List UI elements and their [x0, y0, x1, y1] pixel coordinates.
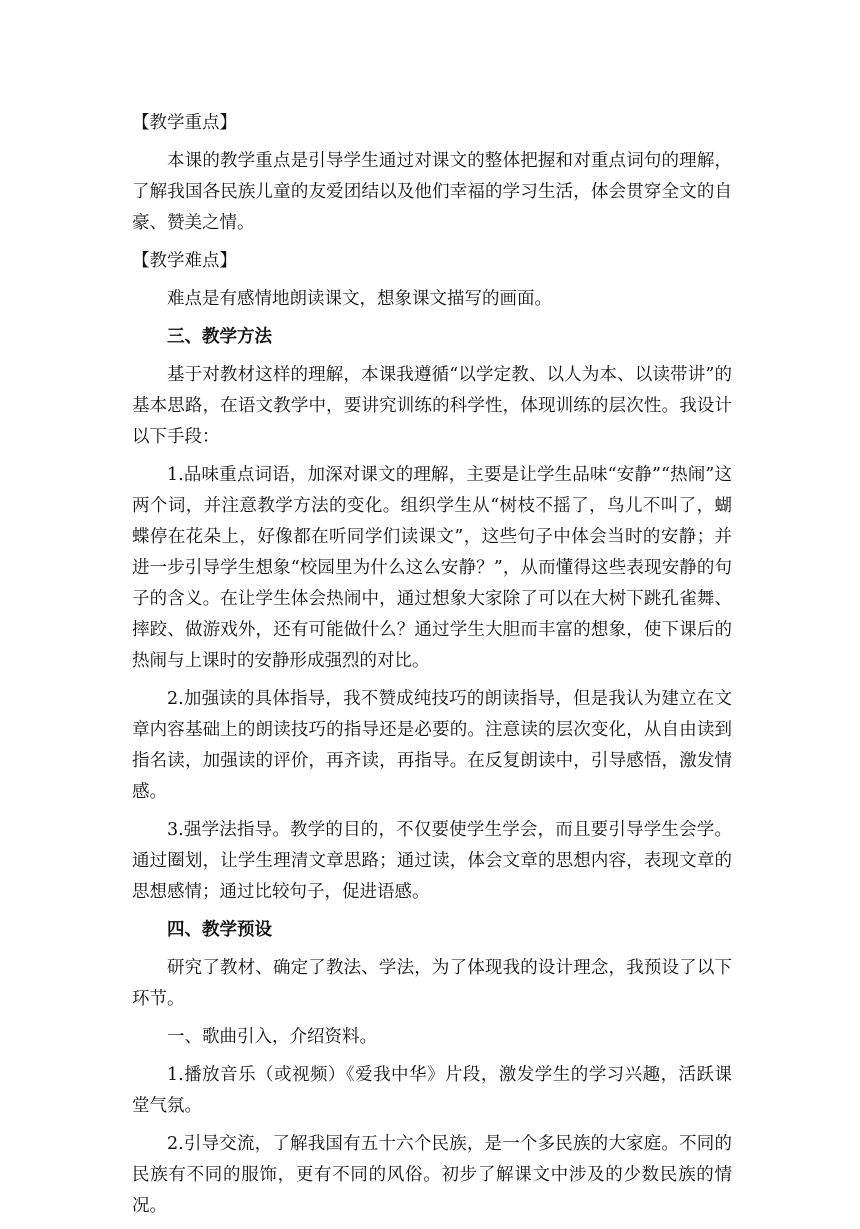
key-points-paragraph: 本课的教学重点是引导学生通过对课文的整体把握和对重点词句的理解，了解我国各民族儿童的友爱团结以及他们幸福的学习生活，体会贯穿全文的自豪、赞美之情。 — [132, 151, 732, 233]
difficulties-paragraph: 难点是有感情地朗读课文，想象课文描写的画面。 — [167, 289, 552, 309]
document-body — [132, 108, 732, 1229]
methods-intro-paragraph: 基于对教材这样的理解，本课我遵循“以学定教、以人为本、以读带讲”的基本思路，在语文教学中，要讲究训练的科学性，体现训练的层次性。我设计以下手段： — [132, 365, 732, 447]
key-points-heading: 【教学重点】 — [132, 113, 237, 133]
step-1-title: 一、歌曲引入，介绍资料。 — [167, 1027, 377, 1047]
step-1-item-1: 1.播放音乐（或视频）《爱我中华》片段，激发学生的学习兴趣，活跃课堂气氛。 — [132, 1065, 732, 1116]
step-1-item-2: 2.引导交流，了解我国有五十六个民族，是一个多民族的大家庭。不同的民族有不同的服饰，更有不同的风俗。初步了解课文中涉及的少数民族的情况。 — [132, 1134, 732, 1216]
difficulties-heading: 【教学难点】 — [132, 251, 237, 271]
section-title-methods: 三、教学方法 — [167, 327, 272, 347]
method-item-1: 1.品味重点词语，加深对课文的理解，主要是让学生品味“安静”“热闹”这两个词，并注意教学方法的变化。组织学生从“树枝不摇了，鸟儿不叫了，蝴蝶停在花朵上，好像都在听同学们读课文”，这些句子中体会当时的安静；并进一步引导学生想象“校园里为什么这么安静？”，从而懂得这些表现安静的句子的含义。在让学生体会热闹中，通过想象大家除了可以在大树下跳孔雀舞、摔跤、做游戏外，还有可能做什么？通过学生大胆而丰富的想象，使下课后的热闹与上课时的安静形成强烈的对比。 — [132, 465, 732, 671]
method-item-3: 3.强学法指导。教学的目的，不仅要使学生学会，而且要引导学生会学。通过圈划，让学生理清文章思路；通过读，体会文章的思想内容，表现文章的思想感情；通过比较句子，促进语感。 — [132, 820, 732, 902]
presets-intro-paragraph: 研究了教材、确定了教法、学法，为了体现我的设计理念，我预设了以下环节。 — [132, 958, 732, 1009]
method-item-2: 2.加强读的具体指导，我不赞成纯技巧的朗读指导，但是我认为建立在文章内容基础上的朗读技巧的指导还是必要的。注意读的层次变化，从自由读到指名读，加强读的评价，再齐读，再指导。在反复朗读中，引导感悟，激发情感。 — [132, 689, 732, 802]
section-title-presets: 四、教学预设 — [167, 920, 272, 940]
